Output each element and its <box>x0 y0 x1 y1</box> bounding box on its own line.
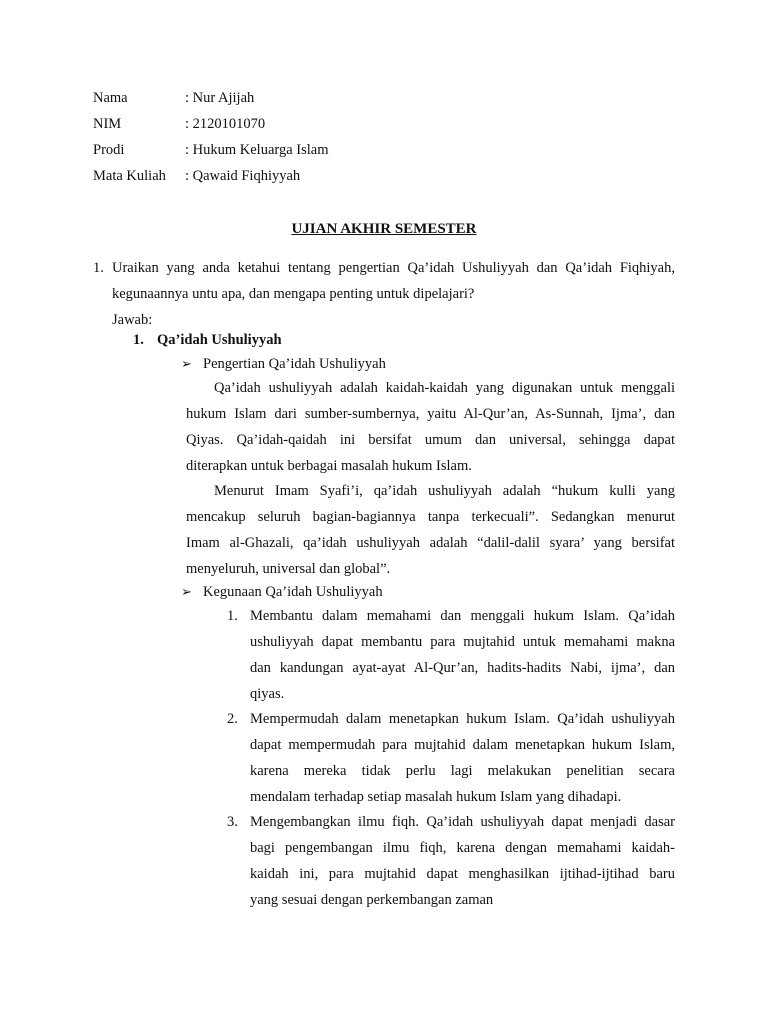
info-label: NIM <box>93 116 122 132</box>
question-text <box>112 255 675 307</box>
paragraph-line: Qa’idah ushuliyyah adalah kaidah-kaidah yang digunakan untuk menggali <box>214 380 675 396</box>
paragraph-line: hukum Islam dari sumber-sumbernya, yaitu Al-Qur’an, As-Sunnah, Ijma’, dan <box>186 406 675 422</box>
paragraph-line: menyeluruh, universal dan global”. <box>186 561 391 577</box>
question-line: kegunaannya untu apa, dan mengapa penting untuk dipelajari? <box>112 286 475 302</box>
bullet-heading: Pengertian Qa’idah Ushuliyyah <box>203 356 386 372</box>
list-item-line: dan kandungan ayat-ayat Al-Qur’an, hadits-hadits Nabi, ijma’, dan <box>250 660 675 676</box>
list-item-body <box>250 809 675 913</box>
list-item-line: Membantu dalam memahami dan menggali hukum Islam. Qa’idah <box>250 608 675 624</box>
question-number: 1. <box>93 260 104 276</box>
list-item-line: ushuliyyah dapat membantu para mujtahid untuk memahami makna <box>250 634 675 650</box>
list-item-line: karena mereka tidak perlu lagi melakukan penelitian secara <box>250 763 675 779</box>
info-value: : 2120101070 <box>185 116 266 132</box>
list-item-number: 3. <box>227 814 238 830</box>
list-item-line: yang sesuai dengan perkembangan zaman <box>250 892 494 908</box>
list-item-line: Mempermudah dalam menetapkan hukum Islam. Qa’idah ushuliyyah <box>250 711 675 727</box>
list-item-line: Mengembangkan ilmu fiqh. Qa’idah ushuliyyah dapat menjadi dasar <box>250 814 675 830</box>
question-line: Uraikan yang anda ketahui tentang pengertian Qa’idah Ushuliyyah dan Qa’idah Fiqhiyah, <box>112 260 675 276</box>
arrow-bullet-icon: ➢ <box>181 356 192 371</box>
list-item-number: 2. <box>227 711 238 727</box>
list-item-body <box>250 706 675 810</box>
info-value: : Hukum Keluarga Islam <box>185 142 329 158</box>
info-value: : Qawaid Fiqhiyyah <box>185 168 301 184</box>
bullet-pengertian <box>181 354 386 374</box>
exam-title: UJIAN AKHIR SEMESTER <box>291 221 477 237</box>
section-number: 1. <box>133 332 144 348</box>
list-item-body <box>250 603 675 707</box>
list-item-line: bagi pengembangan ilmu fiqh, karena dengan memahami kaidah- <box>250 840 675 856</box>
info-value: : Nur Ajijah <box>185 90 255 106</box>
paragraph-scholars <box>186 478 675 582</box>
bullet-heading: Kegunaan Qa’idah Ushuliyyah <box>203 584 383 600</box>
list-item-line: mendalam terhadap setiap masalah hukum Islam yang dihadapi. <box>250 789 622 805</box>
bullet-kegunaan <box>181 582 383 602</box>
paragraph-line: Menurut Imam Syafi’i, qa’idah ushuliyyah adalah “hukum kulli yang <box>214 483 675 499</box>
info-label: Nama <box>93 90 128 106</box>
section-title: Qa’idah Ushuliyyah <box>157 332 282 348</box>
list-item-line: qiyas. <box>250 686 285 702</box>
info-label: Prodi <box>93 142 125 158</box>
list-item-line: dapat mempermudah para mujtahid dalam menetapkan hukum Islam, <box>250 737 675 753</box>
section-heading <box>133 330 282 350</box>
list-item-number: 1. <box>227 608 238 624</box>
list-item-line: kaidah ini, para mujtahid dapat menghasilkan ijtihad-ijtihad baru <box>250 866 675 882</box>
paragraph-definition <box>186 375 675 479</box>
paragraph-line: mencakup seluruh bagian-bagiannya tanpa terkecuali”. Sedangkan menurut <box>186 509 675 525</box>
arrow-bullet-icon: ➢ <box>181 584 192 599</box>
paragraph-line: diterapkan untuk berbagai masalah hukum Islam. <box>186 458 472 474</box>
paragraph-line: Imam al-Ghazali, qa’idah ushuliyyah adalah “dalil-dalil syara’ yang bersifat <box>186 535 675 551</box>
info-label: Mata Kuliah <box>93 168 166 184</box>
paragraph-line: Qiyas. Qa’idah-qaidah ini bersifat umum dan universal, sehingga dapat <box>186 432 675 448</box>
answer-label: Jawab: <box>112 312 153 328</box>
